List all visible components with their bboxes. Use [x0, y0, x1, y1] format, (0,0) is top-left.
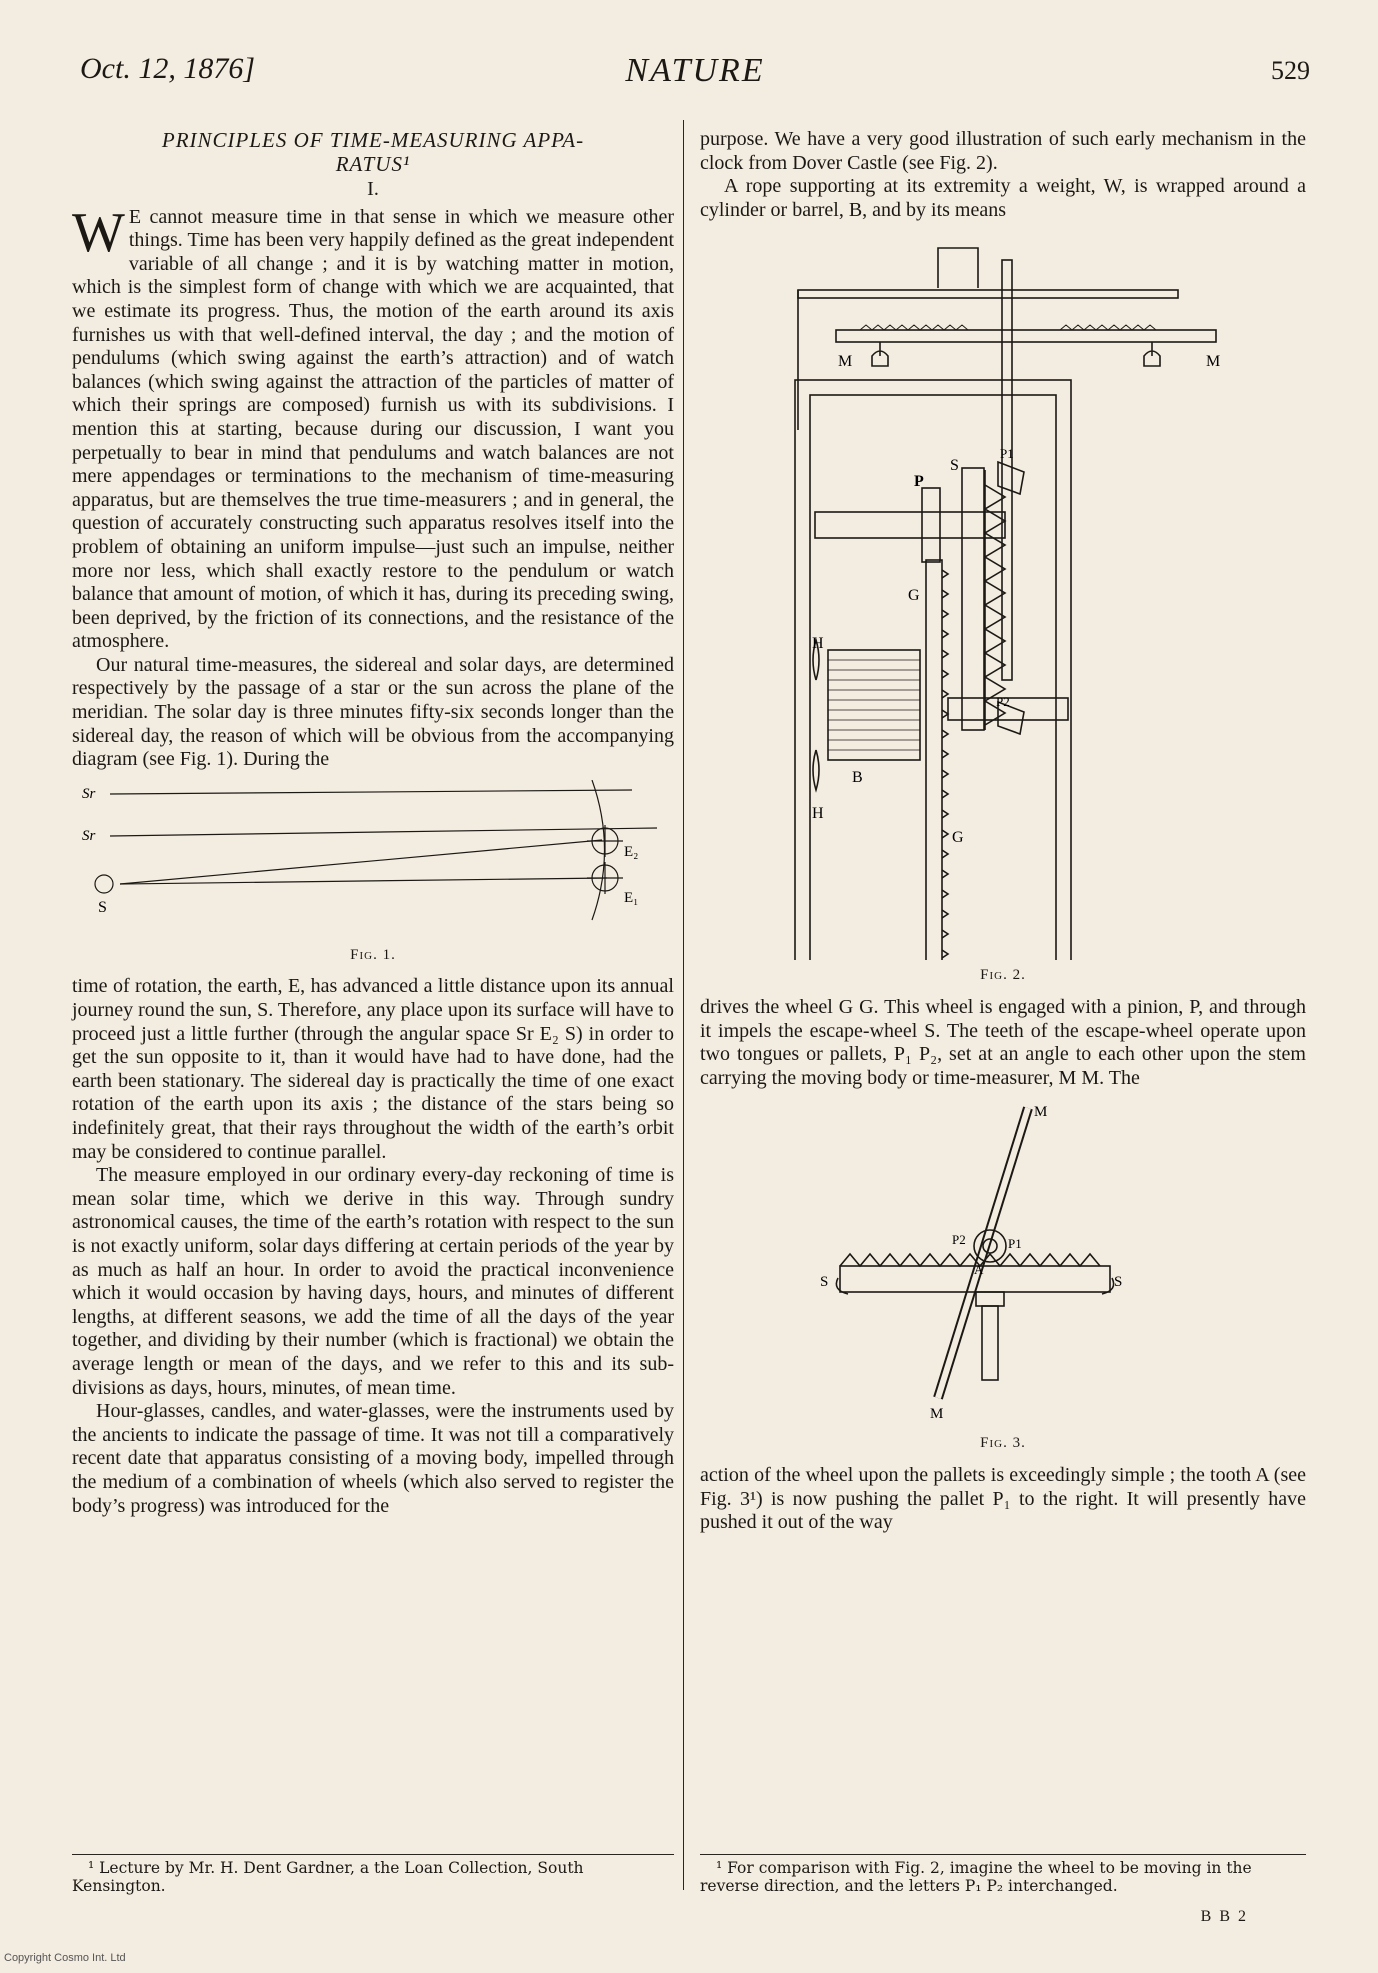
fig2-label-b: B: [852, 769, 863, 787]
running-header: [80, 52, 1310, 100]
sun: [95, 875, 113, 893]
pinion-p: [922, 488, 940, 562]
fig3-label-a: A: [974, 1262, 984, 1278]
paragraph-1-text: E cannot measure time in that sense in which we measure other things. Time has been very happily defined as the great independent variable of all change ; and it is by watching matter in motion, which is the simplest form of change with which we are acquainted, that we estimate its progress. Thus, the motion of the earth around its axis furnishes us with that well-defined interval, the day ; and the motion of pendulums (which swing against the earth’s attraction) and of watch balances (which swing against the attraction of the particles of matter of which their springs are composed) furnish us with its subdivisions. I mention this at starting, because during our discussion, I want you perpetually to bear in mind that pendulums and watch balances are not mere appendages or terminations to the mechanism of time-measuring apparatus, but are themselves the true time-measurers ; and in general, the question of accurately constructing such apparatus resolves itself into the problem of obtaining an uniform impulse—just such an impulse, neither more nor less, which shall exactly restore to the pendulum or watch balance that amount of motion, of which it has, during its preceding swing, been deprived, by the friction of its connections, and the resistance of the atmosphere.: [72, 205, 674, 653]
page-number: 529: [1271, 56, 1310, 85]
journal-title: NATURE: [625, 52, 765, 89]
fig3-label-m-bottom: M: [930, 1406, 944, 1423]
great-wheel-g: [926, 560, 942, 960]
drop-cap: W: [72, 201, 125, 264]
foliot-bar: [836, 330, 1216, 342]
header-date: Oct. 12, 1876]: [80, 52, 255, 85]
fig1-label-e2: E₂: [624, 843, 639, 860]
fig3-label-s-left: S: [820, 1274, 829, 1291]
paragraph-1: [72, 201, 674, 654]
star-ray-1: [110, 790, 632, 794]
paragraph-8: drives the wheel G G. This wheel is engaged with a pinion, P, and through it impels the escape-wheel S. The teeth of the escape-wheel operate upon two tongues or pallets, P₁ P₂, set at an angle to each other upon the stem carrying the moving body or time-measurer, M M. The: [700, 995, 1306, 1089]
escape-wheel-body: [962, 468, 984, 730]
signature-mark: B B 2: [1200, 1908, 1248, 1925]
fig1-label-e1: E₁: [624, 889, 639, 906]
fig2-label-p1: P1: [1000, 446, 1014, 462]
great-wheel-teeth: [942, 570, 948, 958]
wheel-arbor: [982, 1306, 998, 1380]
escape-wheel-teeth: [840, 1254, 1100, 1266]
winding-handle-h: [813, 640, 819, 790]
footnote-right: ¹ For comparison with Fig. 2, imagine the wheel to be moving in the reverse direction, and the letters P₁ P₂ interchanged.: [700, 1854, 1306, 1895]
barrel-b: [828, 650, 920, 760]
sun-line-e1: [120, 878, 607, 884]
foliot-weight-right: [1144, 342, 1160, 366]
verge-rod-inner: [938, 1108, 1028, 1398]
fig3-label-m-top: M: [1034, 1104, 1048, 1121]
paragraph-9: action of the wheel upon the pallets is exceedingly simple ; the tooth A (see Fig. 3¹) is now pushing the pallet P₁ to the right. It will presently have pushed it out of the way: [700, 1463, 1306, 1534]
figure-2: [700, 230, 1306, 988]
paragraph-4: The measure employed in our ordinary every-day reckoning of time is mean solar time, which we derive in this way. Through sundry astronomical causes, the time of the earth’s rotation with respect to the sun is not exactly uniform, solar days differing at certain periods of the year by as much as half an hour. In order to avoid the practical inconvenience which it would occasion by having days, hours, and minutes of different lengths, at different seasons, we add the time of all the days of the year together, and dividing by their number (which is fractional) we obtain the average length or mean of the days, and we refer to this and its sub-divisions as days, hours, minutes, of mean time.: [72, 1164, 674, 1399]
fig2-label-s: S: [950, 457, 959, 475]
paragraph-7: A rope supporting at its extremity a weight, W, is wrapped around a cylinder or barrel, B, and by its means: [700, 175, 1306, 221]
column-divider: [683, 120, 684, 1890]
copyright-watermark: Copyright Cosmo Int. Ltd: [4, 1952, 126, 1964]
paragraph-2: Our natural time-measures, the sidereal and solar days, are determined respectively by the passage of a star or the sun across the plane of the meridian. The solar day is three minutes fifty-six seconds longer than the sidereal day, the reason of which will be obvious from the accompanying diagram (see Fig. 1). During the: [72, 653, 674, 771]
fig2-label-g-top: G: [908, 587, 920, 605]
sun-line-e2: [120, 840, 602, 884]
fig1-label-sr-top: Sr: [82, 785, 96, 802]
article-title-line1: PRINCIPLES OF TIME-MEASURING APPA-: [161, 128, 585, 152]
left-column: [72, 128, 674, 1518]
figure-3: [700, 1098, 1306, 1456]
figure-1-caption: Fig. 1.: [350, 946, 396, 963]
earth-orbit: [592, 780, 605, 920]
top-bracket: [938, 248, 978, 288]
section-number: I.: [367, 178, 379, 200]
wheel-arbor-collar: [976, 1292, 1004, 1306]
star-ray-2: [110, 828, 657, 836]
article-title-line2: RATUS¹: [335, 152, 411, 176]
fig2-label-g-bottom: G: [952, 829, 964, 847]
fig1-label-s: S: [98, 898, 107, 916]
fig2-label-h-bottom: H: [812, 805, 824, 823]
paragraph-3: time of rotation, the earth, E, has advanced a little distance upon its annual journey round the sun, S. Therefore, any place upon its surface will have to proceed just a little further (through the angular space Sr E₂ S) in order to get the sun opposite to it, than it would have had to have done, had the earth been stationary. The sidereal day is practically the time of one exact rotation of the earth upon its axis ; the distance of the stars being so indefinitely great, that their rays throughout the width of the earth’s orbit may be considered to continue parallel.: [72, 975, 674, 1163]
fig2-label-p2: P2: [996, 694, 1010, 710]
fig2-label-m-left: M: [838, 353, 853, 371]
paragraph-6: purpose. We have a very good illustration of such early mechanism in the clock from Dover Castle (see Fig. 2).: [700, 128, 1306, 174]
figure-3-drawing: [700, 1098, 1306, 1428]
figure-1: [72, 780, 674, 968]
figure-1-diagram: [72, 780, 674, 940]
figure-2-caption: Fig. 2.: [980, 967, 1026, 984]
paragraph-5: Hour-glasses, candles, and water-glasses, were the instruments used by the ancients to indicate the passage of time. It was not till a comparatively recent date that apparatus consisting of a moving body, impelled through the medium of a combination of wheels (which also served to register the body’s progress) was introduced for the: [72, 1400, 674, 1517]
footnote-left: ¹ Lecture by Mr. H. Dent Gardner, a the Loan Collection, South Kensington.: [72, 1854, 674, 1895]
barrel-rope-coils: [828, 660, 920, 750]
inner-frame: [810, 395, 1056, 960]
pinion-arbor: [815, 512, 1005, 538]
figure-2-drawing: [700, 230, 1306, 960]
fig2-label-p: P: [914, 473, 924, 491]
fig3-label-s-right: S: [1114, 1274, 1123, 1291]
fig2-label-m-right: M: [1206, 353, 1221, 371]
foliot-weight-left: [872, 342, 888, 366]
fig3-label-p1: P1: [1008, 1236, 1022, 1252]
fig2-label-h-top: H: [812, 635, 824, 653]
fig3-label-p2: P2: [952, 1232, 966, 1248]
fig1-label-sr: Sr: [82, 827, 96, 844]
right-column: [700, 128, 1306, 1535]
figure-3-caption: Fig. 3.: [980, 1435, 1026, 1452]
upper-frame-bar: [798, 290, 1178, 298]
